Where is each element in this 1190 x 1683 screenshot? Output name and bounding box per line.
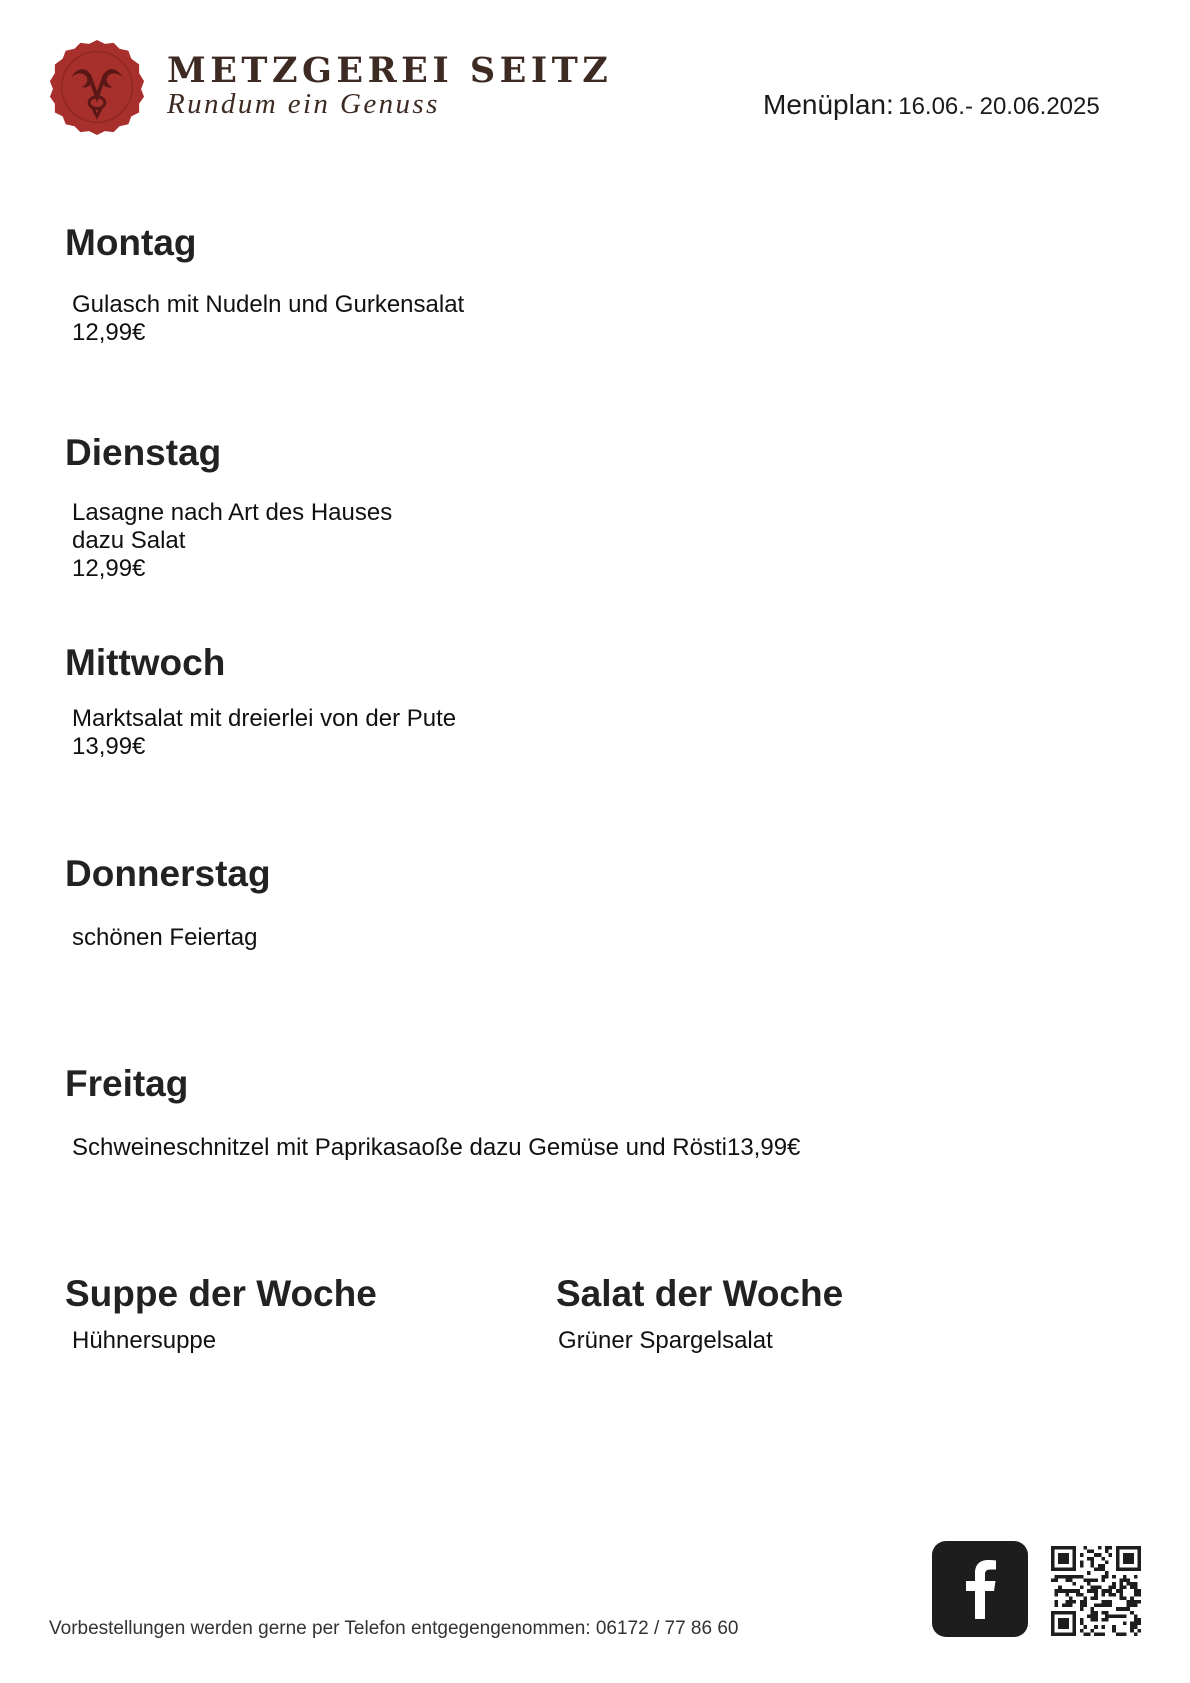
soup-title: Suppe der Woche: [65, 1273, 377, 1314]
soup-of-the-week: [65, 1275, 377, 1355]
day-title: Donnerstag: [65, 853, 271, 894]
dish-line: Gulasch mit Nudeln und Gurkensalat: [72, 291, 465, 318]
day-wednesday: [65, 644, 456, 761]
brand-tagline: Rundum ein Genuss: [167, 88, 440, 120]
facebook-icon[interactable]: [932, 1541, 1028, 1637]
brand-name: METZGEREI SEITZ: [167, 50, 613, 91]
day-title: Dienstag: [65, 432, 222, 473]
day-title: Freitag: [65, 1063, 189, 1104]
phone-preorder-note: Vorbestellungen werden gerne per Telefon entgegengenommen: 06172 / 77 86 60: [49, 1618, 739, 1639]
dish-price: 13,99€: [72, 733, 146, 760]
qr-code-icon[interactable]: [1051, 1546, 1141, 1636]
dish-line: Schweineschnitzel mit Paprikasaoße dazu Gemüse und Rösti13,99€: [72, 1134, 801, 1161]
dish-line: Marktsalat mit dreierlei von der Pute: [72, 705, 457, 732]
menu-date: [763, 89, 1100, 121]
day-monday: [65, 224, 464, 347]
soup-dish: Hühnersuppe: [72, 1327, 217, 1354]
brand-seal-logo: [48, 38, 146, 136]
menu-date-range: 16.06.- 20.06.2025: [898, 93, 1100, 120]
dish-line: dazu Salat: [72, 527, 186, 554]
dish-price: 12,99€: [72, 319, 146, 346]
facebook-f-glyph: [932, 1541, 1028, 1637]
salad-title: Salat der Woche: [556, 1273, 844, 1314]
menu-date-label: Menüplan:: [763, 89, 894, 120]
salad-dish: Grüner Spargelsalat: [558, 1327, 773, 1354]
dish-line: schönen Feiertag: [72, 924, 258, 951]
day-title: Montag: [65, 222, 197, 263]
salad-of-the-week: [556, 1275, 843, 1355]
day-tuesday: [65, 434, 392, 583]
day-friday: [65, 1065, 800, 1162]
day-thursday: [65, 855, 271, 952]
dish-line: Lasagne nach Art des Hauses: [72, 499, 393, 526]
day-title: Mittwoch: [65, 642, 226, 683]
dish-price: 12,99€: [72, 555, 146, 582]
